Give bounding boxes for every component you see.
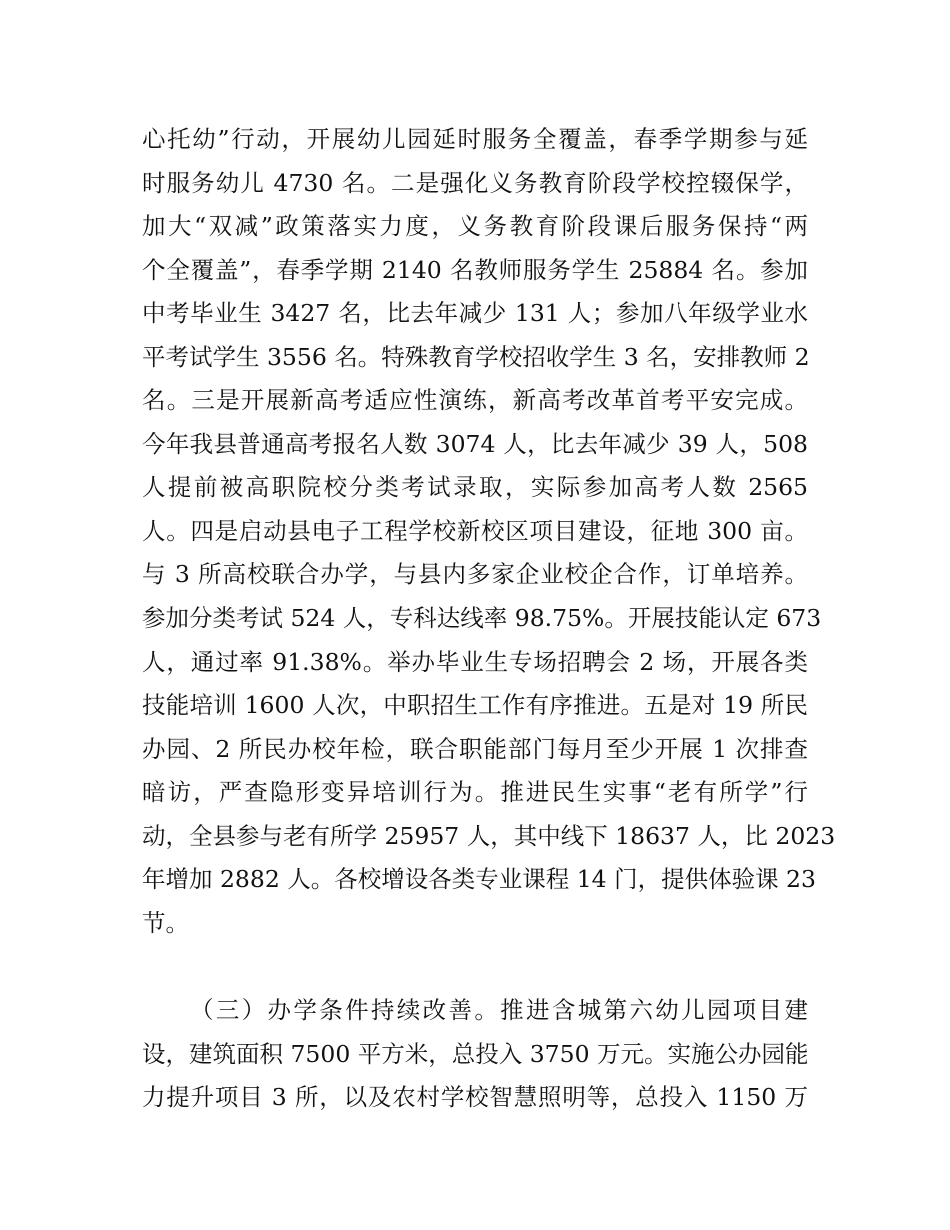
text-line: 技能培训 1600 人次，中职招生工作有序推进。五是对 19 所民 — [142, 691, 808, 720]
text-line: 平考试学生 3556 名。特殊教育学校招收学生 3 名，安排教师 2 — [142, 342, 810, 371]
text-line: 暗访，严查隐形变异培训行为。推进民生实事“老有所学”行 — [142, 778, 808, 807]
paragraph-basic-education — [142, 118, 836, 945]
text-line: 人提前被高职院校分类考试录取，实际参加高考人数 2565 — [142, 473, 808, 502]
text-line: 办园、2 所民办校年检，联合职能部门每月至少开展 1 次排查 — [142, 734, 808, 763]
text-line: 设，建筑面积 7500 平方米，总投入 3750 万元。实施公办园能 — [142, 1039, 809, 1068]
text-line: 节。 — [142, 908, 189, 937]
text-line: 人，通过率 91.38%。举办毕业生专场招聘会 2 场，开展各类 — [142, 647, 808, 676]
text-line: 今年我县普通高考报名人数 3074 人，比去年减少 39 人，508 — [142, 429, 808, 458]
text-line: 人。四是启动县电子工程学校新校区项目建设，征地 300 亩。 — [142, 516, 808, 545]
text-line: 与 3 所高校联合办学，与县内多家企业校企合作，订单培养。 — [142, 560, 808, 589]
text-line: 参加分类考试 524 人，专科达线率 98.75%。开展技能认定 673 — [142, 604, 822, 633]
text-line: 心托幼”行动，开展幼儿园延时服务全覆盖，春季学期参与延 — [142, 125, 808, 153]
text-line: 中考毕业生 3427 名，比去年减少 131 人；参加八年级学业水 — [142, 299, 808, 328]
text-line: 个全覆盖”，春季学期 2140 名教师服务学生 25884 名。参加 — [142, 255, 808, 284]
text-line: 年增加 2882 人。各校增设各类专业课程 14 门，提供体验课 23 — [142, 865, 816, 894]
text-line: 力提升项目 3 所，以及农村学校智慧照明等，总投入 1150 万 — [142, 1083, 808, 1112]
text-line: 动，全县参与老有所学 25957 人，其中线下 18637 人，比 2023 — [142, 821, 836, 850]
paragraph-school-conditions — [142, 989, 808, 1120]
text-line: 时服务幼儿 4730 名。二是强化义务教育阶段学校控辍保学， — [142, 168, 808, 197]
text-line: 名。三是开展新高考适应性演练，新高考改革首考平安完成。 — [142, 386, 808, 415]
text-line: 加大“双减”政策落实力度，义务教育阶段课后服务保持“两 — [142, 212, 808, 241]
section-heading-line: （三）办学条件持续改善。推进含城第六幼儿园项目建 — [190, 996, 808, 1024]
